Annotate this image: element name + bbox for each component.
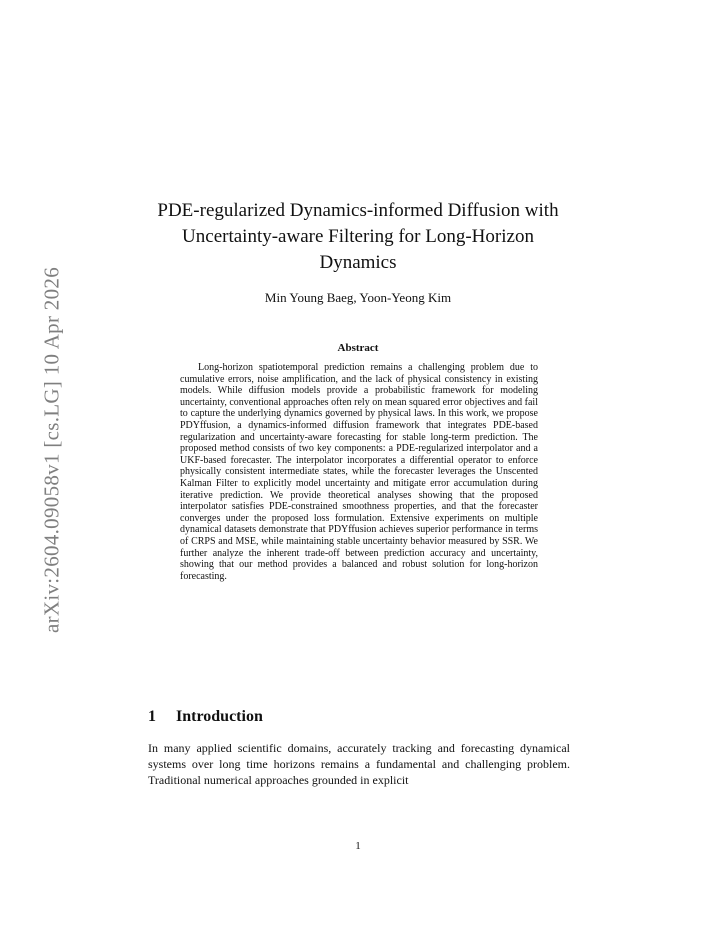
author-list: Min Young Baeg, Yoon-Yeong Kim: [264, 290, 452, 305]
paper-title: [140, 198, 576, 276]
section-number: 1: [148, 708, 156, 725]
abstract-text: Long-horizon spatiotemporal prediction remains a challenging problem due to cumulative errors, noise amplification, and the lack of physical consistency in existing models. While diffusion models provide a probabilistic framework for modeling uncertainty, conventional approaches often rely on mean squared error objectives and fail to capture the underlying dynamics governed by physical laws. In this work, we propose PDYffusion, a dynamics-informed diffusion framework that integrates PDE-based regularization and uncertainty-aware forecasting for stable long-term prediction. The proposed method consists of two key components: a PDE-regularized interpolator and a UKF-based forecaster. The interpolator incorporates a differential operator to enforce physically consistent intermediate states, while the forecaster leverages the Unscented Kalman Filter to explicitly model uncertainty and mitigate error accumulation during iterative prediction. We provide theoretical analyses showing that the proposed interpolator satisfies PDE-constrained smoothness properties, and that the forecaster converges under the proposed loss formulation. Extensive experiments on multiple dynamical datasets demonstrate that PDYffusion achieves superior performance in terms of CRPS and MSE, while maintaining stable uncertainty behavior measured by SSR. We further analyze the inherent trade-off between prediction accuracy and uncertainty, showing that our method provides a balanced and robust solution for long-horizon forecasting.: [180, 362, 538, 582]
section-heading: [148, 708, 263, 726]
page-number: 1: [355, 840, 361, 852]
title-line: Uncertainty-aware Filtering for Long-Horizon: [182, 226, 534, 247]
arxiv-identifier-stamp: arXiv:2604.09058v1 [cs.LG] 10 Apr 2026: [39, 266, 64, 634]
abstract-heading: Abstract: [337, 342, 379, 354]
title-line: PDE-regularized Dynamics-informed Diffusion with: [157, 200, 559, 221]
section-title: Introduction: [176, 708, 263, 725]
title-line: Dynamics: [319, 252, 397, 273]
introduction-paragraph: In many applied scientific domains, accurately tracking and forecasting dynamical systems over long time horizons remains a fundamental and challenging problem. Traditional numerical approaches grounded in explicit: [148, 741, 570, 787]
